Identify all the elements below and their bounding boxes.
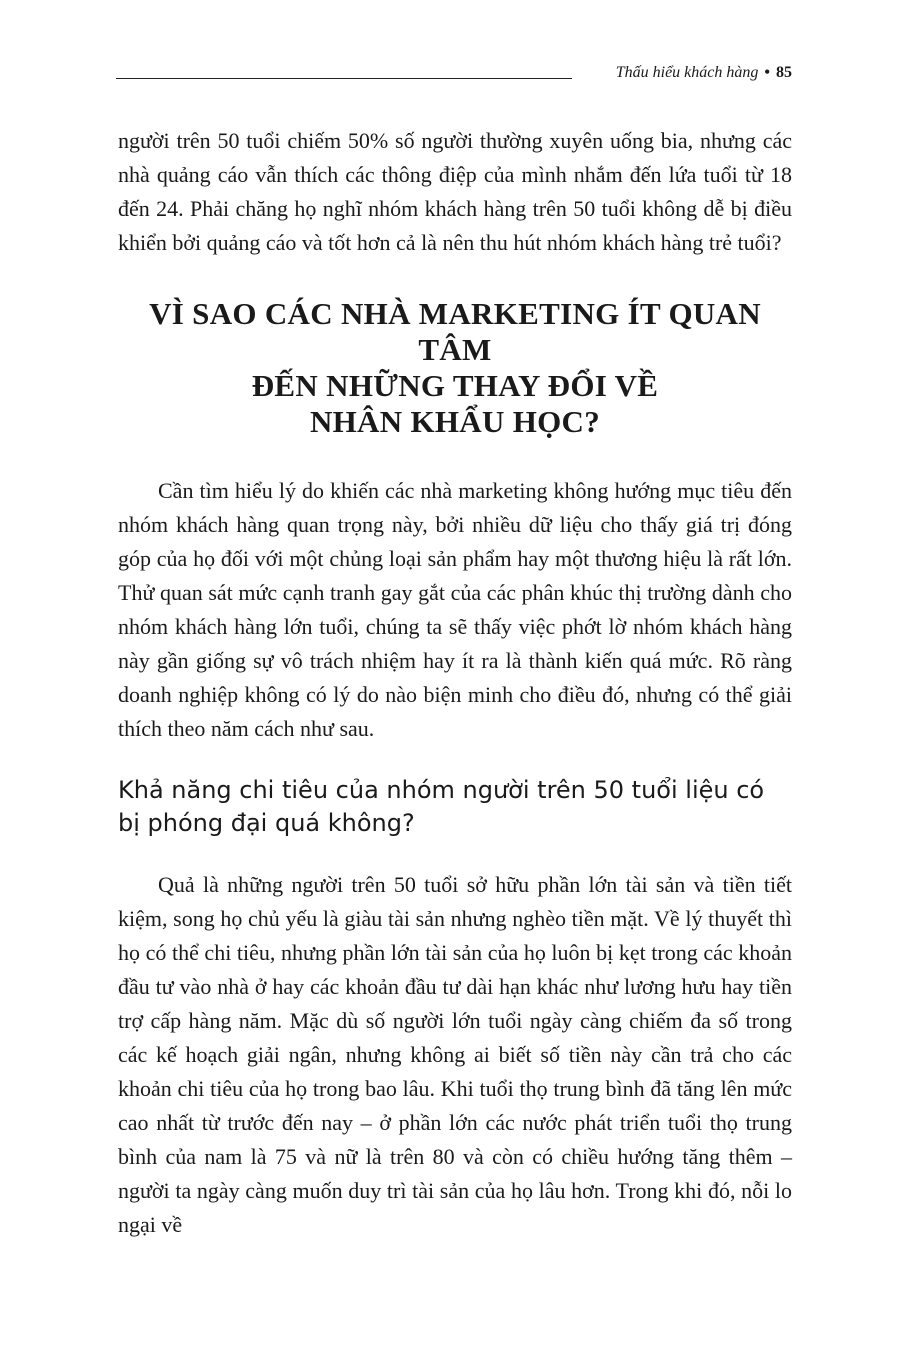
page-content (118, 124, 792, 1242)
section-heading-line-1: VÌ SAO CÁC NHÀ MARKETING ÍT QUAN TÂM (149, 296, 761, 367)
section-heading (118, 296, 792, 440)
section-heading-line-2: ĐẾN NHỮNG THAY ĐỔI VỀ (251, 368, 659, 403)
running-header (116, 56, 796, 92)
header-rule (116, 78, 572, 79)
header-separator: • (764, 64, 770, 81)
header-text (616, 64, 792, 82)
section-heading-line-3: NHÂN KHẨU HỌC? (309, 404, 601, 439)
paragraph-intro: Cần tìm hiểu lý do khiến các nhà marketing không hướng mục tiêu đến nhóm khách hàng quan trọng này, bởi nhiều dữ liệu cho thấy giá trị đóng góp của họ đối với một chủng loại sản phẩm hay một thương hiệu là rất lớn. Thử quan sát mức cạnh tranh gay gắt của các phân khúc thị trường dành cho nhóm khách hàng lớn tuổi, chúng ta sẽ thấy việc phớt lờ nhóm khách hàng này gần giống sự vô trách nhiệm hay ít ra là thành kiến quá mức. Rõ ràng doanh nghiệp không có lý do nào biện minh cho điều đó, nhưng có thể giải thích theo năm cách như sau. (118, 478, 792, 741)
chapter-title: Thấu hiểu khách hàng (615, 64, 759, 81)
page-number: 85 (776, 64, 792, 81)
paragraph-spending: Quả là những người trên 50 tuổi sở hữu phần lớn tài sản và tiền tiết kiệm, song họ chủ yếu là giàu tài sản nhưng nghèo tiền mặt. Về lý thuyết thì họ có thể chi tiêu, nhưng phần lớn tài sản của họ luôn bị kẹt trong các khoản đầu tư vào nhà ở hay các khoản đầu tư dài hạn khác như lương hưu hay tiền trợ cấp hàng năm. Mặc dù số người lớn tuổi ngày càng chiếm đa số trong các kế hoạch giải ngân, nhưng không ai biết số tiền này cần trả cho các khoản chi tiêu của họ trong bao lâu. Khi tuổi thọ trung bình đã tăng lên mức cao nhất từ trước đến nay – ở phần lớn các nước phát triển tuổi thọ trung bình của nam là 75 và nữ là trên 80 và còn có chiều hướng tăng thêm – người ta ngày càng muốn duy trì tài sản của họ lâu hơn. Trong khi đó, nỗi lo ngại về (118, 872, 792, 1237)
paragraph-continuation: người trên 50 tuổi chiếm 50% số người thường xuyên uống bia, nhưng các nhà quảng cáo vẫn thích các thông điệp của mình nhắm đến lứa tuổi từ 18 đến 24. Phải chăng họ nghĩ nhóm khách hàng trên 50 tuổi không dễ bị điều khiển bởi quảng cáo và tốt hơn cả là nên thu hút nhóm khách hàng trẻ tuổi? (118, 128, 792, 255)
subsection-heading-line-1: Khả năng chi tiêu của nhóm người trên 50 tuổi liệu có (118, 776, 765, 804)
subsection-heading (118, 774, 792, 840)
subsection-heading-line-2: bị phóng đại quá không? (118, 809, 415, 837)
